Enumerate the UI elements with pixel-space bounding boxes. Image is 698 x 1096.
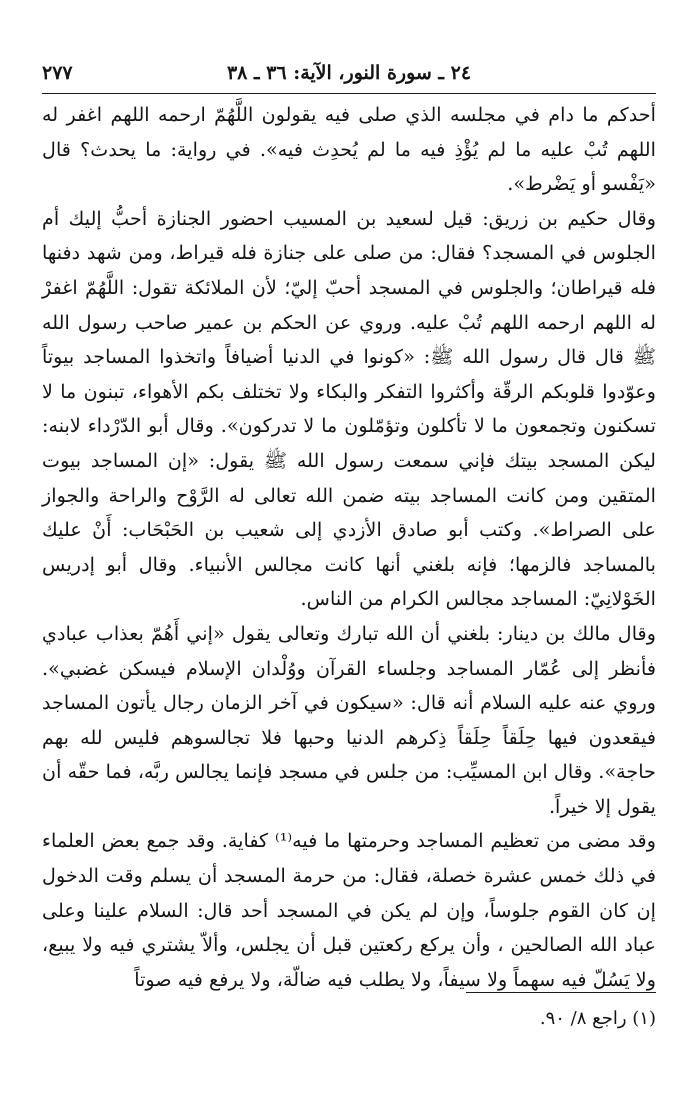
main-text <box>42 98 656 997</box>
header-rule <box>42 93 656 94</box>
footnote: (١) راجع ٨/ ٩٠. <box>539 1008 656 1029</box>
running-title: ٢٤ ـ سورة النور، الآية: ٣٦ ـ ٣٨ <box>226 62 472 84</box>
paragraph: وقال حكيم بن زريق: قيل لسعيد بن المسيب احضور الجنازة أحبُّ إليك أم الجلوس في المسجد؟ فقال: من صلى على جنازة فله قيراط، ومن شهد دفنها فله قيراطان؛ والجلوس في المسجد أحبّ إليّ؛ لأن الملائكة تقول: اللَّهُمّ اغفرْ له اللهم ارحمه اللهم تُبْ عليه. وروي عن الحكم بن عمير صاحب رسول الله ﷺ قال قال رسول الله ﷺ: «كونوا في الدنيا أضيافاً واتخذوا المساجد بيوتاً وعوّدوا قلوبكم الرقّة وأكثروا التفكر والبكاء ولا تختلف بكم الأهواء، تبنون ما لا تسكنون وتجمعون ما لا تأكلون وتؤمّلون ما لا تدركون». وقال أبو الدّرْداء لابنه: ليكن المسجد بيتك فإني سمعت رسول الله ﷺ يقول: «إن المساجد بيوت المتقين ومن كانت المساجد بيته ضمن الله تعالى له الرَّوْح والراحة والجواز على الصراط». وكتب أبو صادق الأزدي إلى شعيب بن الحَبْحَاب: أَنْ عليك بالمساجد فالزمها؛ فإنه بلغني أنها كانت مجالس الأنبياء. وقال أبو إدريس الخَوْلانِيّ: المساجد مجالس الكرام من الناس. <box>42 206 656 611</box>
paragraph: أحدكم ما دام في مجلسه الذي صلى فيه يقولون اللَّهُمّ ارحمه اللهم اغفر له اللهم تُبْ عليه ما لم يُؤْذِ فيه ما لم يُحدِث فيه». في رواية: ما يحدث؟ قال «يَفْسو أو يَضْرط». <box>42 103 656 196</box>
paragraph: وقال مالك بن دينار: بلغني أن الله تبارك وتعالى يقول «إني أَهُمّ بعذاب عبادي فأنظر إلى عُمّار المساجد وجلساء القرآن ووُلْدان الإسلام فيسكن غضبي». وروي عنه عليه السلام أنه قال: «سيكون في آخر الزمان رجال يأتون المساجد فيقعدون فيها حِلَقاً حِلَقاً ذِكرهم الدنيا وحبها فلا تجالسوهم فليس لله بهم حاجة». وقال ابن المسيِّب: من جلس في مسجد فإنما يجالس ربَّه، فما حقّه أن يقول إلا خيراً. <box>42 621 656 818</box>
paragraph: وقد مضى من تعظيم المساجد وحرمتها ما فيه⁽¹⁾ كفاية. وقد جمع بعض العلماء في ذلك خمس عشرة خصلة، فقال: من حرمة المسجد أن يسلم وقت الدخول إن كان القوم جلوساً، وإن لم يكن في المسجد أحد قال: السلام علينا وعلى عباد الله الصالحين ، وأن يركع ركعتين قبل أن يجلس، وألاّ يشتري فيه ولا يبيع، ولا يَسُلّ فيه سهماً ولا سيفاً، ولا يطلب فيه ضالّة، ولا يرفع فيه صوتاً <box>42 829 656 991</box>
page-number: ٢٧٧ <box>42 62 73 84</box>
footnote-rule <box>466 992 656 993</box>
running-header <box>42 60 656 92</box>
